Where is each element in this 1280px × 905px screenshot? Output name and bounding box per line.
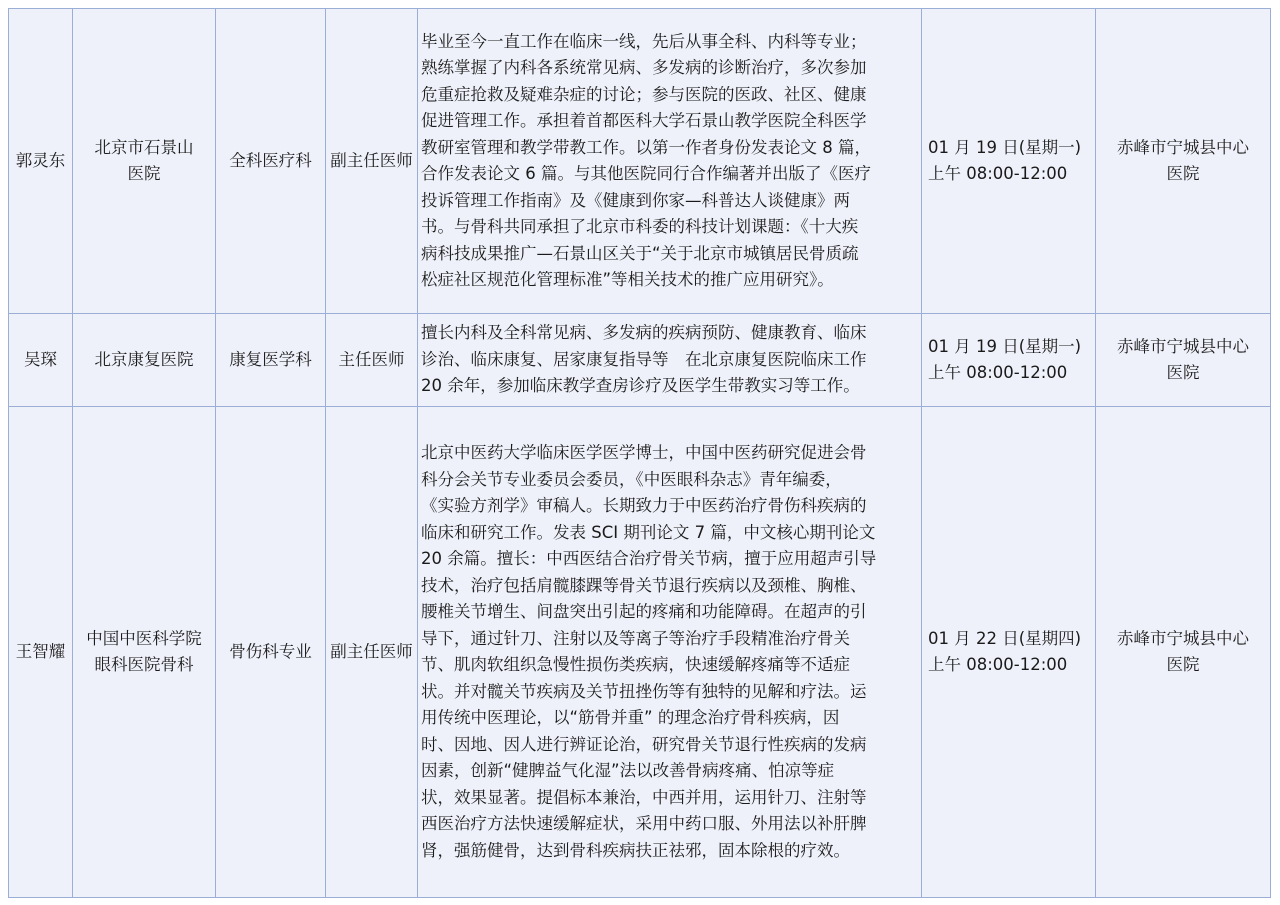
schedule-date: 01 月 19 日(星期一) [928, 137, 1082, 157]
bio-line: 擅长内科及全科常见病、多发病的疾病预防、健康教育、临床 [421, 323, 867, 343]
bio-line: 危重症抢救及疑难杂症的讨论；参与医院的医政、社区、健康 [421, 84, 867, 104]
expert-schedule-table [8, 8, 1271, 898]
table-row [9, 407, 1271, 898]
hospital-cell: 北京市石景山 医院 [73, 9, 216, 314]
title-cell: 主任医师 [326, 314, 418, 407]
bio-line: 状，效果显著。提倡标本兼治，中西并用，运用针刀、注射等 [421, 787, 867, 807]
bio-line: 书。与骨科共同承担了北京市科委的科技计划课题：《十大疾 [421, 217, 859, 236]
schedule-cell [922, 314, 1096, 407]
bio-line: 时、因地、因人进行辨证论治，研究骨关节退行性疾病的发病 [421, 734, 867, 754]
location-cell: 赤峰市宁城县中心 医院 [1096, 407, 1271, 898]
doctor-name: 郭灵东 [9, 9, 73, 314]
bio-line: 教研室管理和教学带教工作。以第一作者身份发表论文 8 篇， [421, 137, 871, 157]
department-cell: 全科医疗科 [216, 9, 326, 314]
department-cell: 康复医学科 [216, 314, 326, 407]
schedule-time: 上午 08:00-12:00 [928, 655, 1068, 674]
bio-line: 20 余年，参加临床教学查房诊疗及医学生带教实习等工作。 [421, 376, 860, 396]
bio-line: 技术，治疗包括肩髋膝踝等骨关节退行疾病以及颈椎、胸椎、 [421, 575, 867, 595]
bio-line: 毕业至今一直工作在临床一线，先后从事全科、内科等专业； [421, 31, 867, 51]
department-cell: 骨伤科专业 [216, 407, 326, 898]
bio-line: 节、肌肉软组织急慢性损伤类疾病，快速缓解疼痛等不适症 [421, 655, 850, 674]
bio-cell [418, 407, 922, 898]
bio-line: 《实验方剂学》审稿人。长期致力于中医药治疗骨伤科疾病的 [421, 496, 867, 515]
schedule-time: 上午 08:00-12:00 [928, 363, 1068, 382]
bio-line: 促进管理工作。承担着首都医科大学石景山教学医院全科医学 [421, 111, 867, 130]
bio-line: 导下，通过针刀、注射以及等离子等治疗手段精准治疗骨关 [421, 628, 850, 648]
bio-line: 状。并对髋关节疾病及关节扭挫伤等有独特的见解和疗法。运 [421, 681, 867, 701]
bio-line: 病科技成果推广—石景山区关于“关于北京市城镇居民骨质疏 [421, 243, 859, 263]
bio-line: 科分会关节专业委员会委员，《中医眼科杂志》青年编委， [421, 469, 842, 489]
location-cell: 赤峰市宁城县中心 医院 [1096, 314, 1271, 407]
bio-line: 因素，创新“健脾益气化湿”法以改善骨病疼痛、怕凉等症 [421, 761, 835, 780]
bio-line: 西医治疗方法快速缓解症状，采用中药口服、外用法以补肝脾 [421, 814, 867, 833]
title-cell: 副主任医师 [326, 407, 418, 898]
bio-cell [418, 314, 922, 407]
table-row [9, 314, 1271, 407]
bio-line: 北京中医药大学临床医学医学博士，中国中医药研究促进会骨 [421, 443, 867, 462]
bio-line: 临床和研究工作。发表 SCI 期刊论文 7 篇，中文核心期刊论文 [421, 522, 876, 542]
schedule-cell [922, 9, 1096, 314]
bio-line: 20 余篇。擅长：中西医结合治疗骨关节病，擅于应用超声引导 [421, 549, 877, 568]
bio-line: 合作发表论文 6 篇。与其他医院同行合作编著并出版了《医疗 [421, 164, 871, 183]
doctor-name: 王智耀 [9, 407, 73, 898]
bio-line: 松症社区规范化管理标准”等相关技术的推广应用研究》。 [421, 270, 834, 289]
bio-line: 肾，强筋健骨，达到骨科疾病扶正祛邪，固本除根的疗效。 [421, 840, 850, 860]
doctor-name: 吴琛 [9, 314, 73, 407]
hospital-cell: 中国中医科学院 眼科医院骨科 [73, 407, 216, 898]
location-cell: 赤峰市宁城县中心 医院 [1096, 9, 1271, 314]
table-row [9, 9, 1271, 314]
title-cell: 副主任医师 [326, 9, 418, 314]
schedule-date: 01 月 22 日(星期四) [928, 628, 1082, 648]
schedule-date: 01 月 19 日(星期一) [928, 336, 1082, 356]
schedule-time: 上午 08:00-12:00 [928, 164, 1068, 183]
bio-line: 用传统中医理论，以“筋骨并重” 的理念治疗骨科疾病，因 [421, 708, 840, 727]
bio-cell [418, 9, 922, 314]
hospital-cell: 北京康复医院 [73, 314, 216, 407]
bio-line: 诊治、临床康复、居家康复指导等 在北京康复医院临床工作 [421, 349, 867, 369]
bio-line: 投诉管理工作指南》及《健康到你家—科普达人谈健康》两 [421, 190, 850, 210]
schedule-cell [922, 407, 1096, 898]
bio-line: 腰椎关节增生、间盘突出引起的疼痛和功能障碍。在超声的引 [421, 602, 867, 621]
bio-line: 熟练掌握了内科各系统常见病、多发病的诊断治疗，多次参加 [421, 58, 867, 77]
